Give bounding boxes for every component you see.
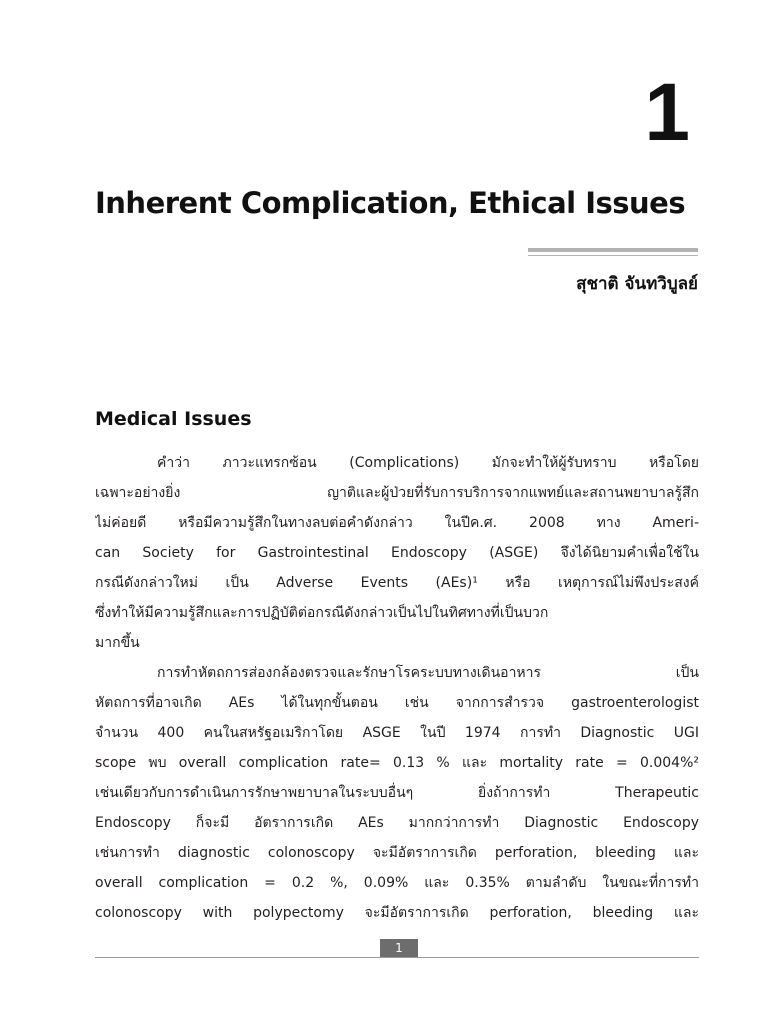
title-rule-thin <box>528 255 698 256</box>
chapter-number: 1 <box>644 67 690 158</box>
body-line: มากขึ้น <box>95 635 140 651</box>
body-line: overall complication = 0.2 %, 0.09% และ 0.35% ตามลำดับ ในขณะที่การทำ <box>95 875 699 891</box>
body-line: เช่นเดียวกับการดำเนินการรักษาพยาบาลในระบบอื่นๆ ยิ่งถ้าการทำ Therapeutic <box>95 785 699 801</box>
body-line: คำว่า ภาวะแทรกซ้อน (Complications) มักจะทำให้ผู้รับทราบ หรือโดย <box>157 455 699 471</box>
body-text <box>95 448 699 928</box>
body-line: ซึ่งทำให้มีความรู้สึกและการปฏิบัติต่อกรณีดังกล่าวเป็นไปในทิศทางที่เป็นบวก <box>95 605 549 621</box>
chapter-title: Inherent Complication, Ethical Issues <box>95 186 686 220</box>
body-line: Endoscopy ก็จะมี อัตราการเกิด AEs มากกว่าการทำ Diagnostic Endoscopy <box>95 815 699 831</box>
body-line: หัตถการที่อาจเกิด AEs ได้ในทุกขั้นตอน เช่น จากการสำรวจ gastroenterologist <box>95 695 699 711</box>
body-line: กรณีดังกล่าวใหม่ เป็น Adverse Events (AEs)¹ หรือ เหตุการณ์ไม่พึงประสงค์ <box>95 575 699 591</box>
page-number-badge: 1 <box>380 939 418 957</box>
author-name: สุชาติ จันทวิบูลย์ <box>576 274 698 294</box>
title-rule-thick <box>528 248 698 252</box>
section-heading: Medical Issues <box>95 408 252 430</box>
body-line: scope พบ overall complication rate= 0.13 % และ mortality rate = 0.004%² <box>95 755 699 771</box>
body-line: can Society for Gastrointestinal Endoscopy (ASGE) จึงได้นิยามคำเพื่อใช้ใน <box>95 545 699 561</box>
body-line: เช่นการทำ diagnostic colonoscopy จะมีอัตราการเกิด perforation, bleeding และ <box>95 845 699 861</box>
body-line: เฉพาะอย่างยิ่ง ญาติและผู้ป่วยที่รับการบริการจากแพทย์และสถานพยาบาลรู้สึก <box>95 485 699 501</box>
body-line: ไม่ค่อยดี หรือมีความรู้สึกในทางลบต่อคำดังกล่าว ในปีค.ศ. 2008 ทาง Ameri- <box>95 515 699 531</box>
body-line: colonoscopy with polypectomy จะมีอัตราการเกิด perforation, bleeding และ <box>95 905 699 921</box>
footer-rule <box>95 957 699 958</box>
body-line: การทำหัตถการส่องกล้องตรวจและรักษาโรคระบบทางเดินอาหาร เป็น <box>157 665 699 681</box>
body-line: จำนวน 400 คนในสหรัฐอเมริกาโดย ASGE ในปี 1974 การทำ Diagnostic UGI <box>95 725 699 741</box>
